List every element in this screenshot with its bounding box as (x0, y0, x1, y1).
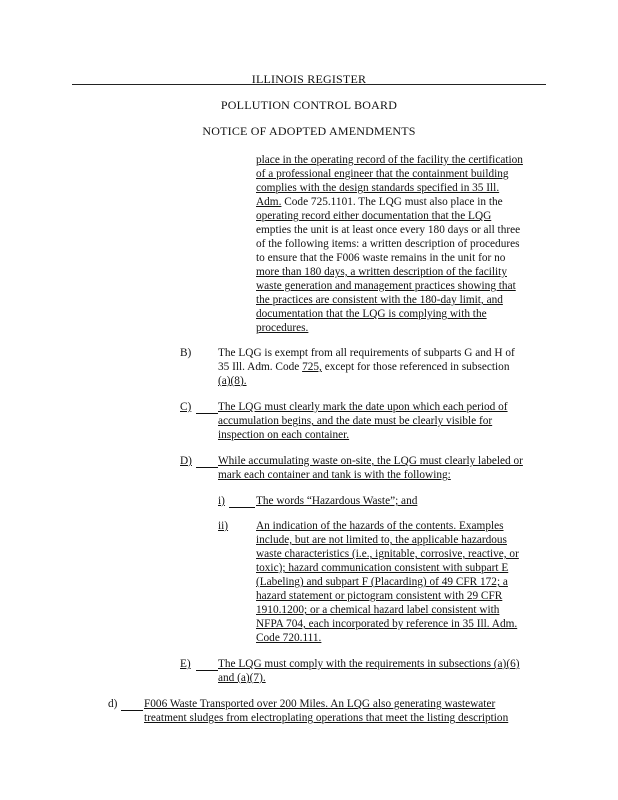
text-line: While accumulating waste on-site, the LQG must clearly labeled or (218, 455, 523, 467)
label-rule (196, 467, 218, 468)
text-line: The LQG must clearly mark the date upon which each period of (218, 401, 508, 413)
label-rule (121, 710, 143, 711)
item-label: E) (180, 658, 191, 670)
text-line: procedures. (256, 322, 309, 334)
board-name: POLLUTION CONTROL BOARD (220, 98, 398, 112)
register-title: ILLINOIS REGISTER (251, 72, 367, 86)
text-line: more than 180 days, a written description of the facility (256, 266, 507, 278)
subsection-label: d) (108, 698, 118, 710)
text-line: place in the operating record of the facility the certification (256, 154, 523, 166)
text-line: An indication of the hazards of the contents. Examples (256, 520, 504, 532)
text-line: hazard statement or pictogram consistent with 29 CFR (256, 590, 503, 602)
text-line: The words “Hazardous Waste”; and (256, 495, 418, 507)
text-line: the practices are consistent with the 180-day limit, and (256, 294, 503, 306)
text-line: documentation that the LQG is complying with the (256, 308, 487, 320)
text-line: The LQG is exempt from all requirements of subparts G and H of (218, 347, 515, 359)
text-span: Code 725.1101. The LQG must also place in the (281, 196, 503, 208)
text-line: complies with the design standards specified in 35 Ill. (256, 182, 500, 194)
text-line: 1910.1200; or a chemical hazard label consistent with (256, 604, 500, 616)
text-line: waste characteristics (i.e., ignitable, corrosive, reactive, or (256, 548, 519, 560)
label-rule (196, 670, 218, 671)
item-label: B) (180, 347, 192, 359)
text-line: NFPA 704, each incorporated by reference in 35 Ill. Adm. (256, 618, 518, 630)
item-label: D) (180, 455, 192, 467)
text-line: waste generation and management practices showing that (256, 280, 516, 292)
label-rule (229, 507, 255, 508)
text-line: include, but are not limited to, the applicable hazardous (256, 534, 507, 546)
text-line (218, 361, 509, 374)
text-line: F006 Waste Transported over 200 Miles. An LQG also generating wastewater (144, 698, 496, 710)
text-span: Adm. (256, 196, 282, 208)
subitem-label: ii) (218, 520, 229, 532)
text-line: accumulation begins, and the date must be clearly visible for (218, 415, 493, 427)
text-line: mark each container and tank is with the following: (218, 469, 451, 481)
text-line: treatment sludges from electroplating operations that meet the listing description (144, 712, 509, 724)
text-span: 35 Ill. Adm. Code (218, 361, 303, 373)
text-line: to ensure that the F006 waste remains in the unit for no (256, 252, 506, 264)
text-line: of a professional engineer that the containment building (256, 168, 509, 180)
text-line: and (a)(7). (218, 672, 266, 684)
text-span: 725, (302, 361, 322, 373)
label-rule (196, 413, 218, 414)
text-line: (Labeling) and subpart F (Placarding) of 49 CFR 172; a (256, 576, 508, 588)
item-label: C) (180, 401, 192, 413)
text-line: (a)(8). (218, 375, 247, 387)
subitem-label: i) (218, 495, 225, 507)
text-line: The LQG must comply with the requirements in subsections (a)(6) (218, 658, 520, 670)
text-span: except for those referenced in subsection (321, 361, 510, 373)
text-line: of the following items: a written description of procedures (256, 238, 520, 250)
text-line: Code 720.111. (256, 632, 322, 644)
text-line: operating record either documentation that the LQG (256, 210, 492, 222)
text-line: inspection on each container. (218, 429, 350, 441)
text-line: empties the unit is at least once every 180 days or all three (256, 224, 521, 236)
text-line: toxic); hazard communication consistent with subpart E (256, 562, 509, 574)
notice-title: NOTICE OF ADOPTED AMENDMENTS (202, 124, 416, 138)
text-line (256, 196, 503, 209)
